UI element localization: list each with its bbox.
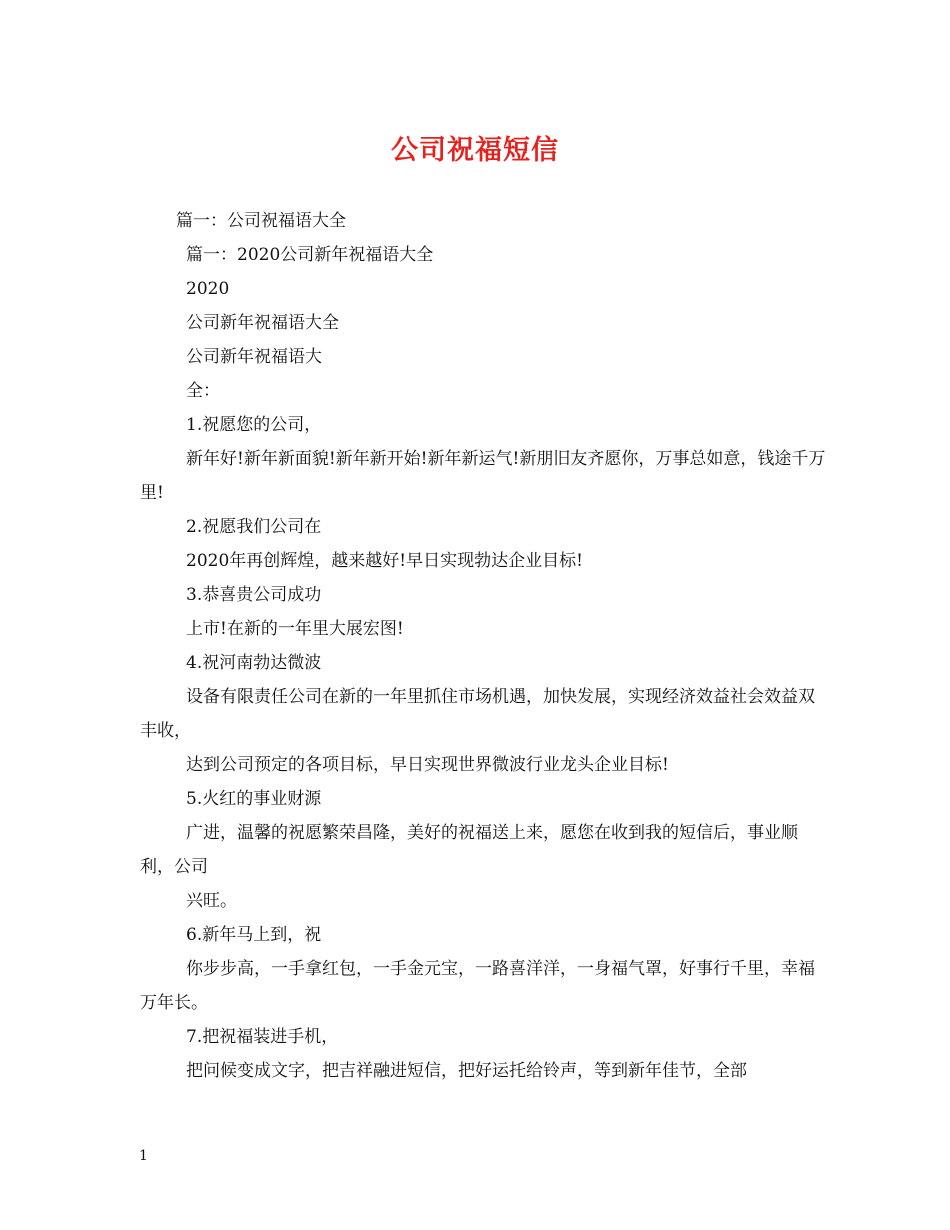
paragraph: 篇一：2020公司新年祝福语大全 <box>186 245 434 265</box>
paragraph: 1.祝愿您的公司， <box>186 415 322 435</box>
paragraph: 把问候变成文字，把吉祥融进短信，把好运托给铃声，等到新年佳节，全部 <box>186 1061 747 1081</box>
paragraph: 7.把祝福装进手机， <box>186 1027 339 1047</box>
document-body <box>140 204 830 1088</box>
paragraph: 6.新年马上到，祝 <box>186 925 322 945</box>
paragraph: 上市!在新的一年里大展宏图! <box>186 619 404 639</box>
paragraph: 3.恭喜贵公司成功 <box>186 585 322 605</box>
paragraph: 全： <box>186 381 220 401</box>
page-number: 1 <box>139 1148 148 1164</box>
paragraph: 广进，温馨的祝愿繁荣昌隆，美好的祝福送上来，愿您在收到我的短信后，事业顺利，公司 <box>140 823 798 877</box>
paragraph: 新年好!新年新面貌!新年新开始!新年新运气!新朋旧友齐愿你，万事总如意，钱途千万里! <box>140 449 826 503</box>
paragraph: 篇一：公司祝福语大全 <box>176 211 346 231</box>
paragraph: 达到公司预定的各项目标，早日实现世界微波行业龙头企业目标! <box>186 755 669 775</box>
paragraph: 4.祝河南勃达微波 <box>186 653 322 673</box>
paragraph: 5.火红的事业财源 <box>186 789 322 809</box>
paragraph: 你步步高，一手拿红包，一手金元宝，一路喜洋洋，一身福气罩，好事行千里，幸福万年长。 <box>140 959 815 1013</box>
paragraph: 设备有限责任公司在新的一年里抓住市场机遇，加快发展，实现经济效益社会效益双丰收， <box>140 687 815 741</box>
paragraph: 公司新年祝福语大全 <box>186 313 339 333</box>
paragraph: 2.祝愿我们公司在 <box>186 517 322 537</box>
paragraph: 兴旺。 <box>186 891 237 911</box>
document-title: 公司祝福短信 <box>391 135 559 166</box>
paragraph: 2020 <box>186 279 230 299</box>
paragraph: 2020年再创辉煌，越来越好!早日实现勃达企业目标! <box>186 551 583 571</box>
paragraph: 公司新年祝福语大 <box>186 347 322 367</box>
